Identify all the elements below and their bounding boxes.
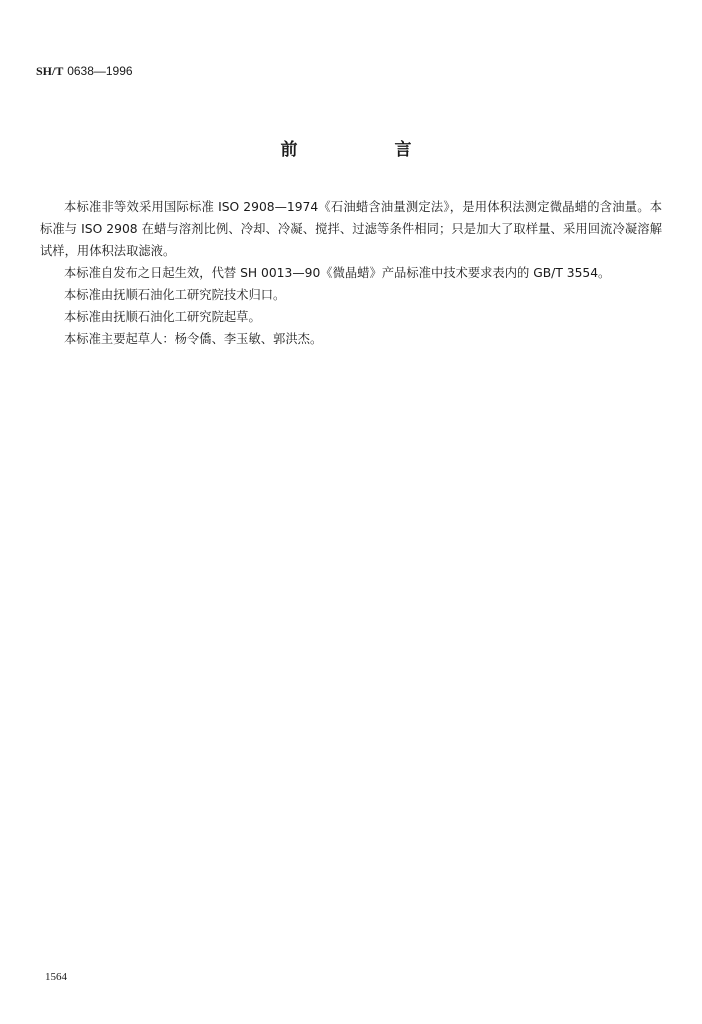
document-body	[40, 196, 662, 350]
paragraph-drafted-by: 本标准由抚顺石油化工研究院起草。	[64, 310, 261, 324]
paragraph-drafters: 本标准主要起草人：杨令僑、李玉敏、郭洪杰。	[64, 332, 323, 346]
page-title: 前 言	[280, 140, 452, 160]
paragraph-centralized: 本标准由抚顺石油化工研究院技术归口。	[64, 288, 286, 302]
standard-prefix: SH/T	[36, 64, 64, 78]
standard-code	[36, 64, 133, 79]
paragraph-effective: 本标准自发布之日起生效，代替 SH 0013—90《微晶蜡》产品标准中技术要求表内的 GB/T 3554。	[64, 266, 611, 280]
standard-number: 0638—1996	[67, 64, 133, 78]
page-number: 1564	[45, 971, 67, 983]
paragraph-adoption: 本标准非等效采用国际标准 ISO 2908—1974《石油蜡含油量测定法》，是用体积法测定微晶蜡的含油量。本标准与 ISO 2908 在蜡与溶剂比例、冷却、冷凝、搅拌、过滤等条件相同；只是加大了取样量、采用回流冷凝溶解试样，用体积法取滤液。	[40, 200, 662, 258]
